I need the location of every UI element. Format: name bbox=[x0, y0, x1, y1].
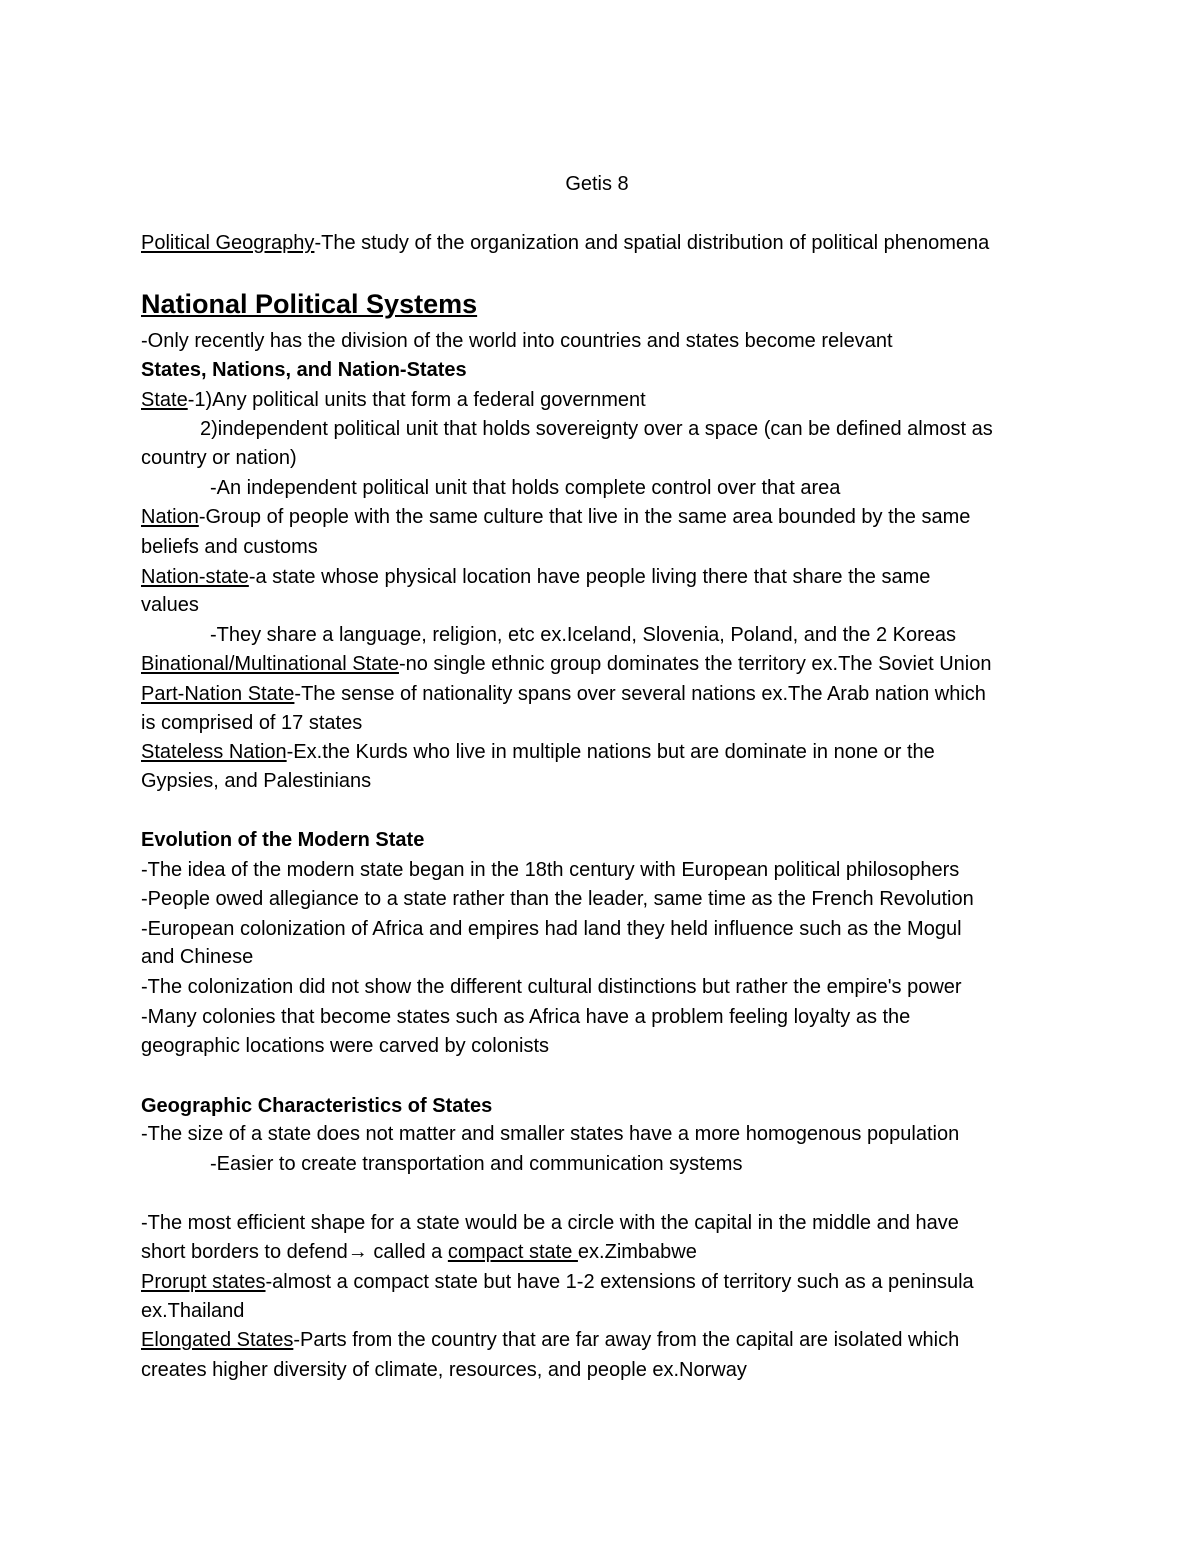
evolution-line: -The idea of the modern state began in the 18th century with European political philosophers bbox=[141, 859, 960, 881]
paragraph-only-recently: -Only recently has the division of the world into countries and states become relevant bbox=[141, 330, 893, 352]
definition-nation bbox=[141, 505, 970, 529]
state-line-3: country or nation) bbox=[141, 447, 297, 469]
compact-line-2 bbox=[141, 1240, 697, 1264]
term-prorupt: Prorupt states bbox=[141, 1271, 266, 1293]
definition-prorupt bbox=[141, 1270, 974, 1294]
binational-text: -no single ethnic group dominates the territory ex.The Soviet Union bbox=[398, 653, 992, 675]
term-binational: Binational/Multinational State bbox=[141, 653, 399, 675]
nation-state-line-2: values bbox=[141, 594, 199, 616]
subheading-geographic-characteristics: Geographic Characteristics of States bbox=[141, 1095, 493, 1117]
subheading-states-nations: States, Nations, and Nation-States bbox=[141, 359, 467, 381]
definition-state bbox=[141, 388, 646, 412]
definition-stateless bbox=[141, 740, 935, 764]
geo-easier-line: -Easier to create transportation and communication systems bbox=[210, 1153, 743, 1175]
heading-national-political-systems: National Political Systems bbox=[141, 289, 478, 319]
definition-binational bbox=[141, 652, 992, 676]
nation-state-line-1: -a state whose physical location have people living there that share the same bbox=[248, 566, 931, 588]
term-elongated: Elongated States bbox=[141, 1329, 294, 1351]
prorupt-line-2: ex.Thailand bbox=[141, 1300, 245, 1322]
definition-elongated bbox=[141, 1328, 959, 1352]
evolution-line: -The colonization did not show the different cultural distinctions but rather the empire's power bbox=[141, 976, 962, 998]
term-state: State bbox=[141, 389, 188, 411]
evolution-line: -People owed allegiance to a state rather than the leader, same time as the French Revolution bbox=[141, 888, 974, 910]
definition-nation-state bbox=[141, 565, 930, 589]
term-political-geography: Political Geography bbox=[141, 232, 315, 254]
evolution-line: and Chinese bbox=[141, 946, 254, 968]
term-stateless: Stateless Nation bbox=[141, 741, 287, 763]
stateless-line-2: Gypsies, and Palestinians bbox=[141, 770, 372, 792]
term-nation: Nation bbox=[141, 506, 199, 528]
state-line-1: -1)Any political units that form a federal government bbox=[187, 389, 646, 411]
evolution-line: -European colonization of Africa and empires had land they held influence such as the Mogul bbox=[141, 918, 962, 940]
evolution-line: -Many colonies that become states such as Africa have a problem feeling loyalty as the bbox=[141, 1006, 911, 1028]
nation-line-2: beliefs and customs bbox=[141, 536, 318, 558]
part-nation-line-1: -The sense of nationality spans over several nations ex.The Arab nation which bbox=[294, 683, 986, 705]
prorupt-line-1: -almost a compact state but have 1-2 extensions of territory such as a peninsula bbox=[265, 1271, 974, 1293]
compact-pre: short borders to defend→ called a bbox=[141, 1241, 448, 1263]
definition-political-geography bbox=[141, 231, 989, 255]
elongated-line-1: -Parts from the country that are far away from the capital are isolated which bbox=[293, 1329, 960, 1351]
subheading-evolution: Evolution of the Modern State bbox=[141, 829, 425, 851]
nation-state-line-3: -They share a language, religion, etc ex.Iceland, Slovenia, Poland, and the 2 Koreas bbox=[210, 624, 957, 646]
elongated-line-2: creates higher diversity of climate, resources, and people ex.Norway bbox=[141, 1359, 747, 1381]
term-compact-state: compact state bbox=[447, 1241, 578, 1263]
compact-line-1: -The most efficient shape for a state would be a circle with the capital in the middle and have bbox=[141, 1212, 959, 1234]
compact-post: ex.Zimbabwe bbox=[577, 1241, 697, 1263]
stateless-line-1: -Ex.the Kurds who live in multiple nations but are dominate in none or the bbox=[286, 741, 935, 763]
part-nation-line-2: is comprised of 17 states bbox=[141, 712, 363, 734]
nation-line-1: -Group of people with the same culture that live in the same area bounded by the same bbox=[198, 506, 971, 528]
term-part-nation: Part-Nation State bbox=[141, 683, 295, 705]
geo-size-line: -The size of a state does not matter and smaller states have a more homogenous population bbox=[141, 1123, 960, 1145]
definition-part-nation bbox=[141, 682, 986, 706]
document-title: Getis 8 bbox=[565, 173, 629, 195]
evolution-line: geographic locations were carved by colonists bbox=[141, 1035, 549, 1057]
state-line-2: 2)independent political unit that holds sovereignty over a space (can be defined almost as bbox=[200, 418, 993, 440]
term-nation-state: Nation-state bbox=[141, 566, 249, 588]
state-line-4: -An independent political unit that holds complete control over that area bbox=[210, 477, 841, 499]
definition-text: -The study of the organization and spatial distribution of political phenomena bbox=[314, 232, 990, 254]
